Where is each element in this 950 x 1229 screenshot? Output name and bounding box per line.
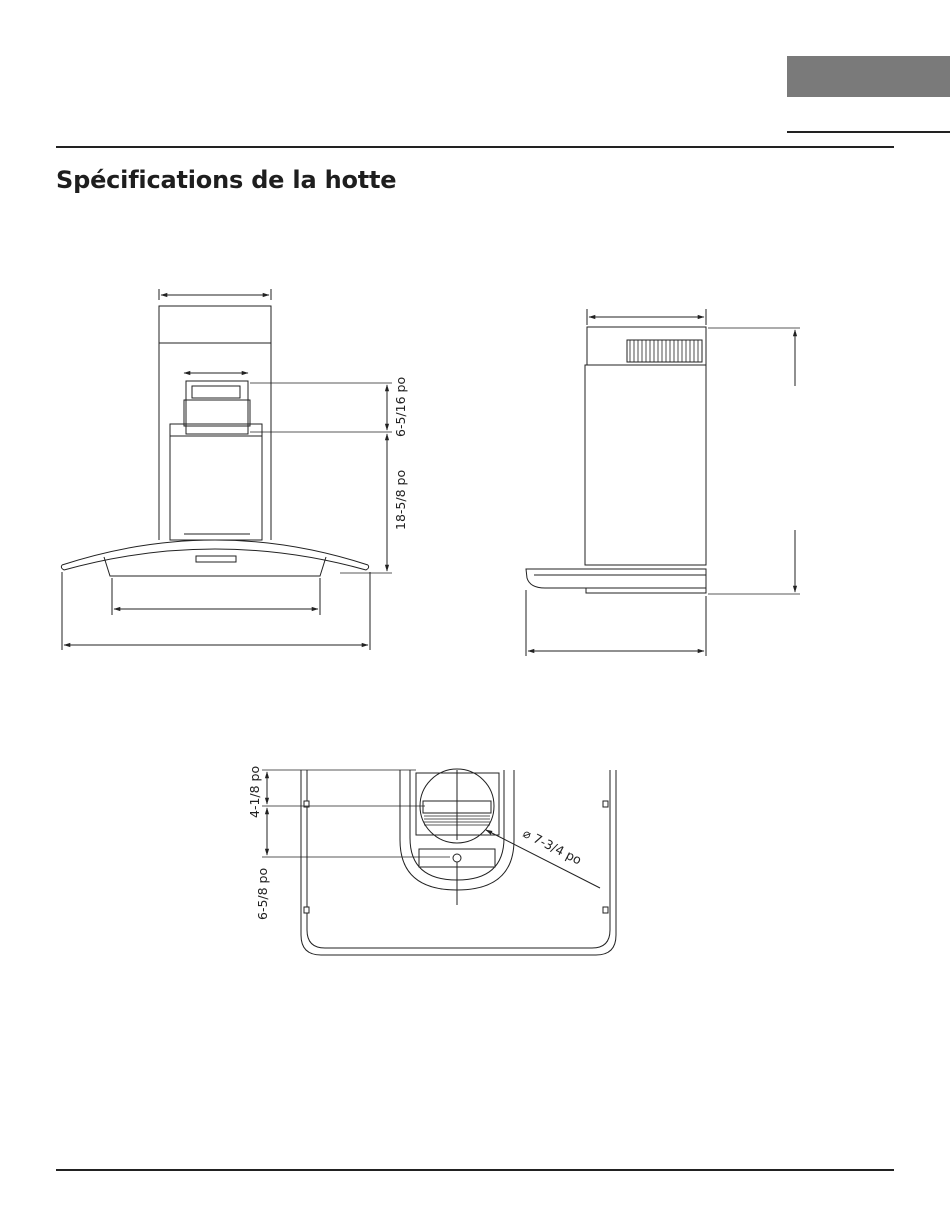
page-title: Spécifications de la hotte: [56, 166, 397, 194]
front-upper-chimney: [159, 306, 271, 343]
front-view: [61, 289, 408, 650]
side-canopy: [526, 569, 706, 588]
front-lower-chimney: [170, 436, 262, 540]
front-glass-canopy: [62, 540, 368, 565]
side-view: [526, 309, 800, 656]
front-dimension-upper-label: 6-5/16 po: [393, 376, 408, 437]
bottom-duct-diameter-label: ⌀ 7-3/4 po: [520, 825, 585, 868]
footer-rule: [56, 1169, 894, 1171]
bottom-view: [247, 766, 616, 955]
side-lower-chimney: [585, 365, 706, 565]
front-dimension-lower-label: 18-5/8 po: [393, 469, 408, 530]
bottom-dimension-bottom-label: 6-5/8 po: [255, 867, 270, 920]
side-upper-chimney: [587, 327, 706, 365]
bottom-dimension-top-label: 4-1/8 po: [247, 765, 262, 818]
front-control-panel: [196, 556, 236, 562]
